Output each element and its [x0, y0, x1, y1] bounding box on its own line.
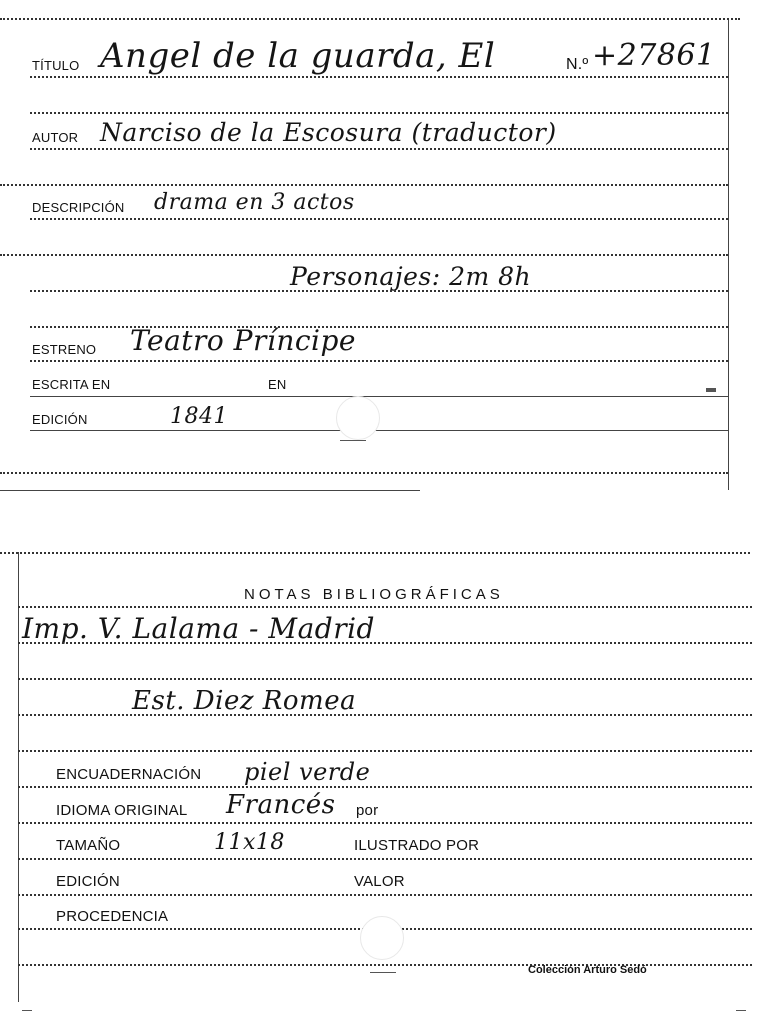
- row-line: [30, 76, 728, 78]
- row-line: [18, 714, 752, 716]
- note-line-1: Imp. V. Lalama - Madrid: [22, 612, 375, 645]
- catalog-card-top: [0, 0, 759, 500]
- row-line: [18, 678, 752, 680]
- en-label: EN: [268, 377, 287, 392]
- por-label: por: [356, 802, 379, 819]
- estreno-value: Teatro Príncipe: [130, 324, 357, 357]
- row-line: [30, 112, 728, 114]
- top-border: [0, 18, 740, 20]
- edge-mark: [736, 1010, 746, 1011]
- row-line: [18, 858, 752, 860]
- row-line: [18, 822, 752, 824]
- personajes-value: Personajes: 2m 8h: [290, 262, 532, 291]
- left-border: [18, 552, 19, 1002]
- row-line: [30, 218, 728, 220]
- row-line: [30, 290, 728, 292]
- row-line: [0, 472, 728, 474]
- top-border: [0, 552, 750, 554]
- procedencia-label: PROCEDENCIA: [56, 908, 169, 925]
- row-line: [18, 786, 752, 788]
- hole-mark: [370, 972, 396, 973]
- titulo-label: TÍTULO: [32, 58, 80, 73]
- idioma-original-label: IDIOMA ORIGINAL: [56, 802, 188, 819]
- row-line: [30, 360, 728, 362]
- ink-mark: [706, 388, 716, 392]
- escrita-en-label: ESCRITA EN: [32, 377, 111, 392]
- autor-value: Narciso de la Escosura (traductor): [100, 118, 557, 147]
- descripcion-value: drama en 3 actos: [154, 190, 355, 215]
- hole-mark: [340, 440, 366, 441]
- valor-label: VALOR: [354, 873, 405, 890]
- catalog-card-bottom: [0, 540, 759, 1028]
- note-line-2: Est. Diez Romea: [132, 686, 357, 716]
- tamano-value: 11x18: [214, 830, 285, 855]
- punch-hole: [360, 916, 404, 960]
- edge-mark: [22, 1010, 32, 1011]
- row-line: [18, 606, 752, 608]
- card-edge: [0, 490, 420, 491]
- tamano-label: TAMAÑO: [56, 837, 121, 854]
- row-line: [30, 430, 728, 431]
- row-line: [18, 750, 752, 752]
- edicion-label: EDICIÓN: [32, 412, 88, 427]
- row-line: [0, 184, 728, 186]
- ilustrado-por-label: ILUSTRADO POR: [354, 837, 480, 854]
- autor-label: AUTOR: [32, 130, 79, 145]
- row-line: [18, 894, 752, 896]
- collection-footer: Colección Arturo Sedó: [528, 964, 647, 976]
- row-line: [0, 254, 728, 256]
- row-line: [18, 642, 752, 644]
- punch-hole: [336, 396, 380, 440]
- encuadernacion-value: piel verde: [244, 758, 371, 786]
- edicion-label: EDICIÓN: [56, 873, 120, 890]
- descripcion-label: DESCRIPCIÓN: [32, 200, 125, 215]
- edicion-value: 1841: [170, 404, 228, 429]
- right-border: [728, 20, 729, 490]
- estreno-label: ESTRENO: [32, 342, 97, 357]
- numero-label: N.º: [566, 56, 589, 73]
- encuadernacion-label: ENCUADERNACIÓN: [56, 766, 202, 783]
- row-line: [30, 396, 728, 397]
- notas-bibliograficas-heading: NOTAS BIBLIOGRÁFICAS: [244, 586, 504, 603]
- titulo-value: Angel de la guarda, El: [100, 36, 496, 76]
- row-line: [30, 148, 728, 150]
- idioma-original-value: Francés: [226, 790, 336, 820]
- numero-value: +27861: [592, 38, 716, 73]
